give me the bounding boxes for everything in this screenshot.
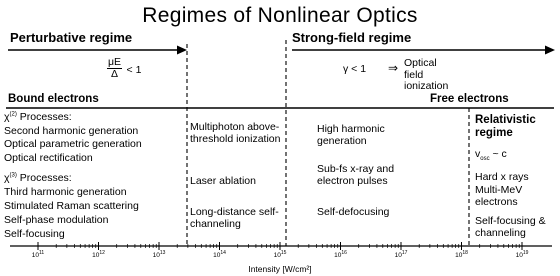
condition-relation: < 1 — [126, 63, 142, 76]
tick-base: 10 — [394, 252, 402, 260]
third-harmonic-generation: Third harmonic generation — [4, 186, 127, 198]
tick-base: 10 — [334, 252, 342, 260]
tick-label-12 — [92, 250, 105, 260]
tick-exponent: 17 — [401, 250, 408, 256]
hard-x-rays: Hard x rays — [475, 171, 529, 183]
tick-exponent: 19 — [522, 250, 529, 256]
strong-field-arrowhead — [545, 46, 555, 55]
high-harmonic-generation: High harmonic generation — [317, 123, 385, 147]
chi2-symbol: χ — [4, 111, 10, 123]
multi-mev-electrons: Multi-MeV electrons — [475, 184, 523, 208]
tick-exponent: 15 — [280, 250, 287, 256]
self-phase-modulation: Self-phase modulation — [4, 214, 109, 226]
tick-exponent: 12 — [99, 250, 105, 256]
self-defocusing: Self-defocusing — [317, 206, 390, 218]
tick-label-15 — [273, 250, 287, 260]
chi2-order: (2) — [9, 111, 17, 118]
velocity-condition — [475, 149, 507, 162]
laser-ablation: Laser ablation — [190, 175, 256, 187]
optical-field-ionization: Optical field ionization — [404, 57, 449, 93]
gamma-condition: γ < 1 — [343, 63, 367, 75]
intensity-axis-label: Intensity [W/cm²] — [248, 264, 312, 274]
chi3-order: (3) — [9, 172, 17, 179]
tick-label-19 — [515, 250, 529, 260]
tick-base: 10 — [515, 252, 523, 260]
tick-base: 10 — [213, 252, 221, 260]
strong-field-regime-label: Strong-field regime — [292, 30, 412, 45]
optical-rectification: Optical rectification — [4, 152, 93, 164]
bound-electrons-label: Bound electrons — [8, 93, 99, 105]
condition-numerator: μE — [108, 56, 122, 68]
tick-label-17 — [394, 250, 408, 260]
relativistic-regime-label: Relativistic regime — [475, 114, 536, 139]
tick-base: 10 — [152, 252, 160, 260]
chi2-processes-heading — [4, 112, 72, 123]
second-harmonic-generation: Second harmonic generation — [4, 125, 139, 137]
tick-exponent: 13 — [159, 250, 166, 256]
perturbative-condition — [107, 57, 141, 80]
tick-exponent: 14 — [220, 250, 226, 256]
implies-arrow: ⇒ — [388, 61, 399, 75]
long-distance-self-channeling: Long-distance self-channeling — [190, 206, 279, 230]
velocity-relation: ~ c — [489, 148, 507, 160]
velocity-subscript: osc — [480, 156, 490, 163]
chi3-processes-heading — [4, 173, 72, 184]
condition-denominator: Δ — [111, 68, 119, 81]
tick-exponent: 11 — [39, 250, 45, 256]
tick-exponent: 18 — [462, 250, 468, 256]
self-focusing: Self-focusing — [4, 228, 65, 240]
perturbative-regime-label: Perturbative regime — [10, 30, 133, 45]
tick-label-13 — [152, 250, 166, 260]
tick-base: 10 — [92, 252, 100, 260]
sub-fs-pulses: Sub-fs x-ray and electron pulses — [317, 163, 395, 187]
perturbative-arrowhead — [177, 46, 187, 55]
tick-label-11 — [31, 250, 45, 260]
free-electrons-label: Free electrons — [430, 93, 509, 105]
self-focusing-channeling: Self-focusing & channeling — [475, 215, 546, 239]
velocity-symbol: v — [475, 148, 481, 160]
chi2-suffix: Processes: — [16, 111, 72, 123]
condition-fraction — [107, 57, 122, 80]
tick-base: 10 — [455, 252, 463, 260]
multiphoton-ionization: Multiphoton above-threshold ionization — [190, 121, 281, 145]
tick-base: 10 — [273, 252, 281, 260]
tick-label-14 — [213, 250, 226, 260]
optical-parametric-generation: Optical parametric generation — [4, 138, 142, 150]
tick-label-18 — [455, 250, 468, 260]
stimulated-raman-scattering: Stimulated Raman scattering — [4, 200, 139, 212]
chi3-suffix: Processes: — [16, 172, 72, 184]
tick-exponent: 16 — [341, 250, 347, 256]
chi3-symbol: χ — [4, 172, 10, 184]
tick-label-16 — [334, 250, 347, 260]
tick-base: 10 — [31, 252, 40, 260]
diagram-title: Regimes of Nonlinear Optics — [142, 4, 418, 27]
